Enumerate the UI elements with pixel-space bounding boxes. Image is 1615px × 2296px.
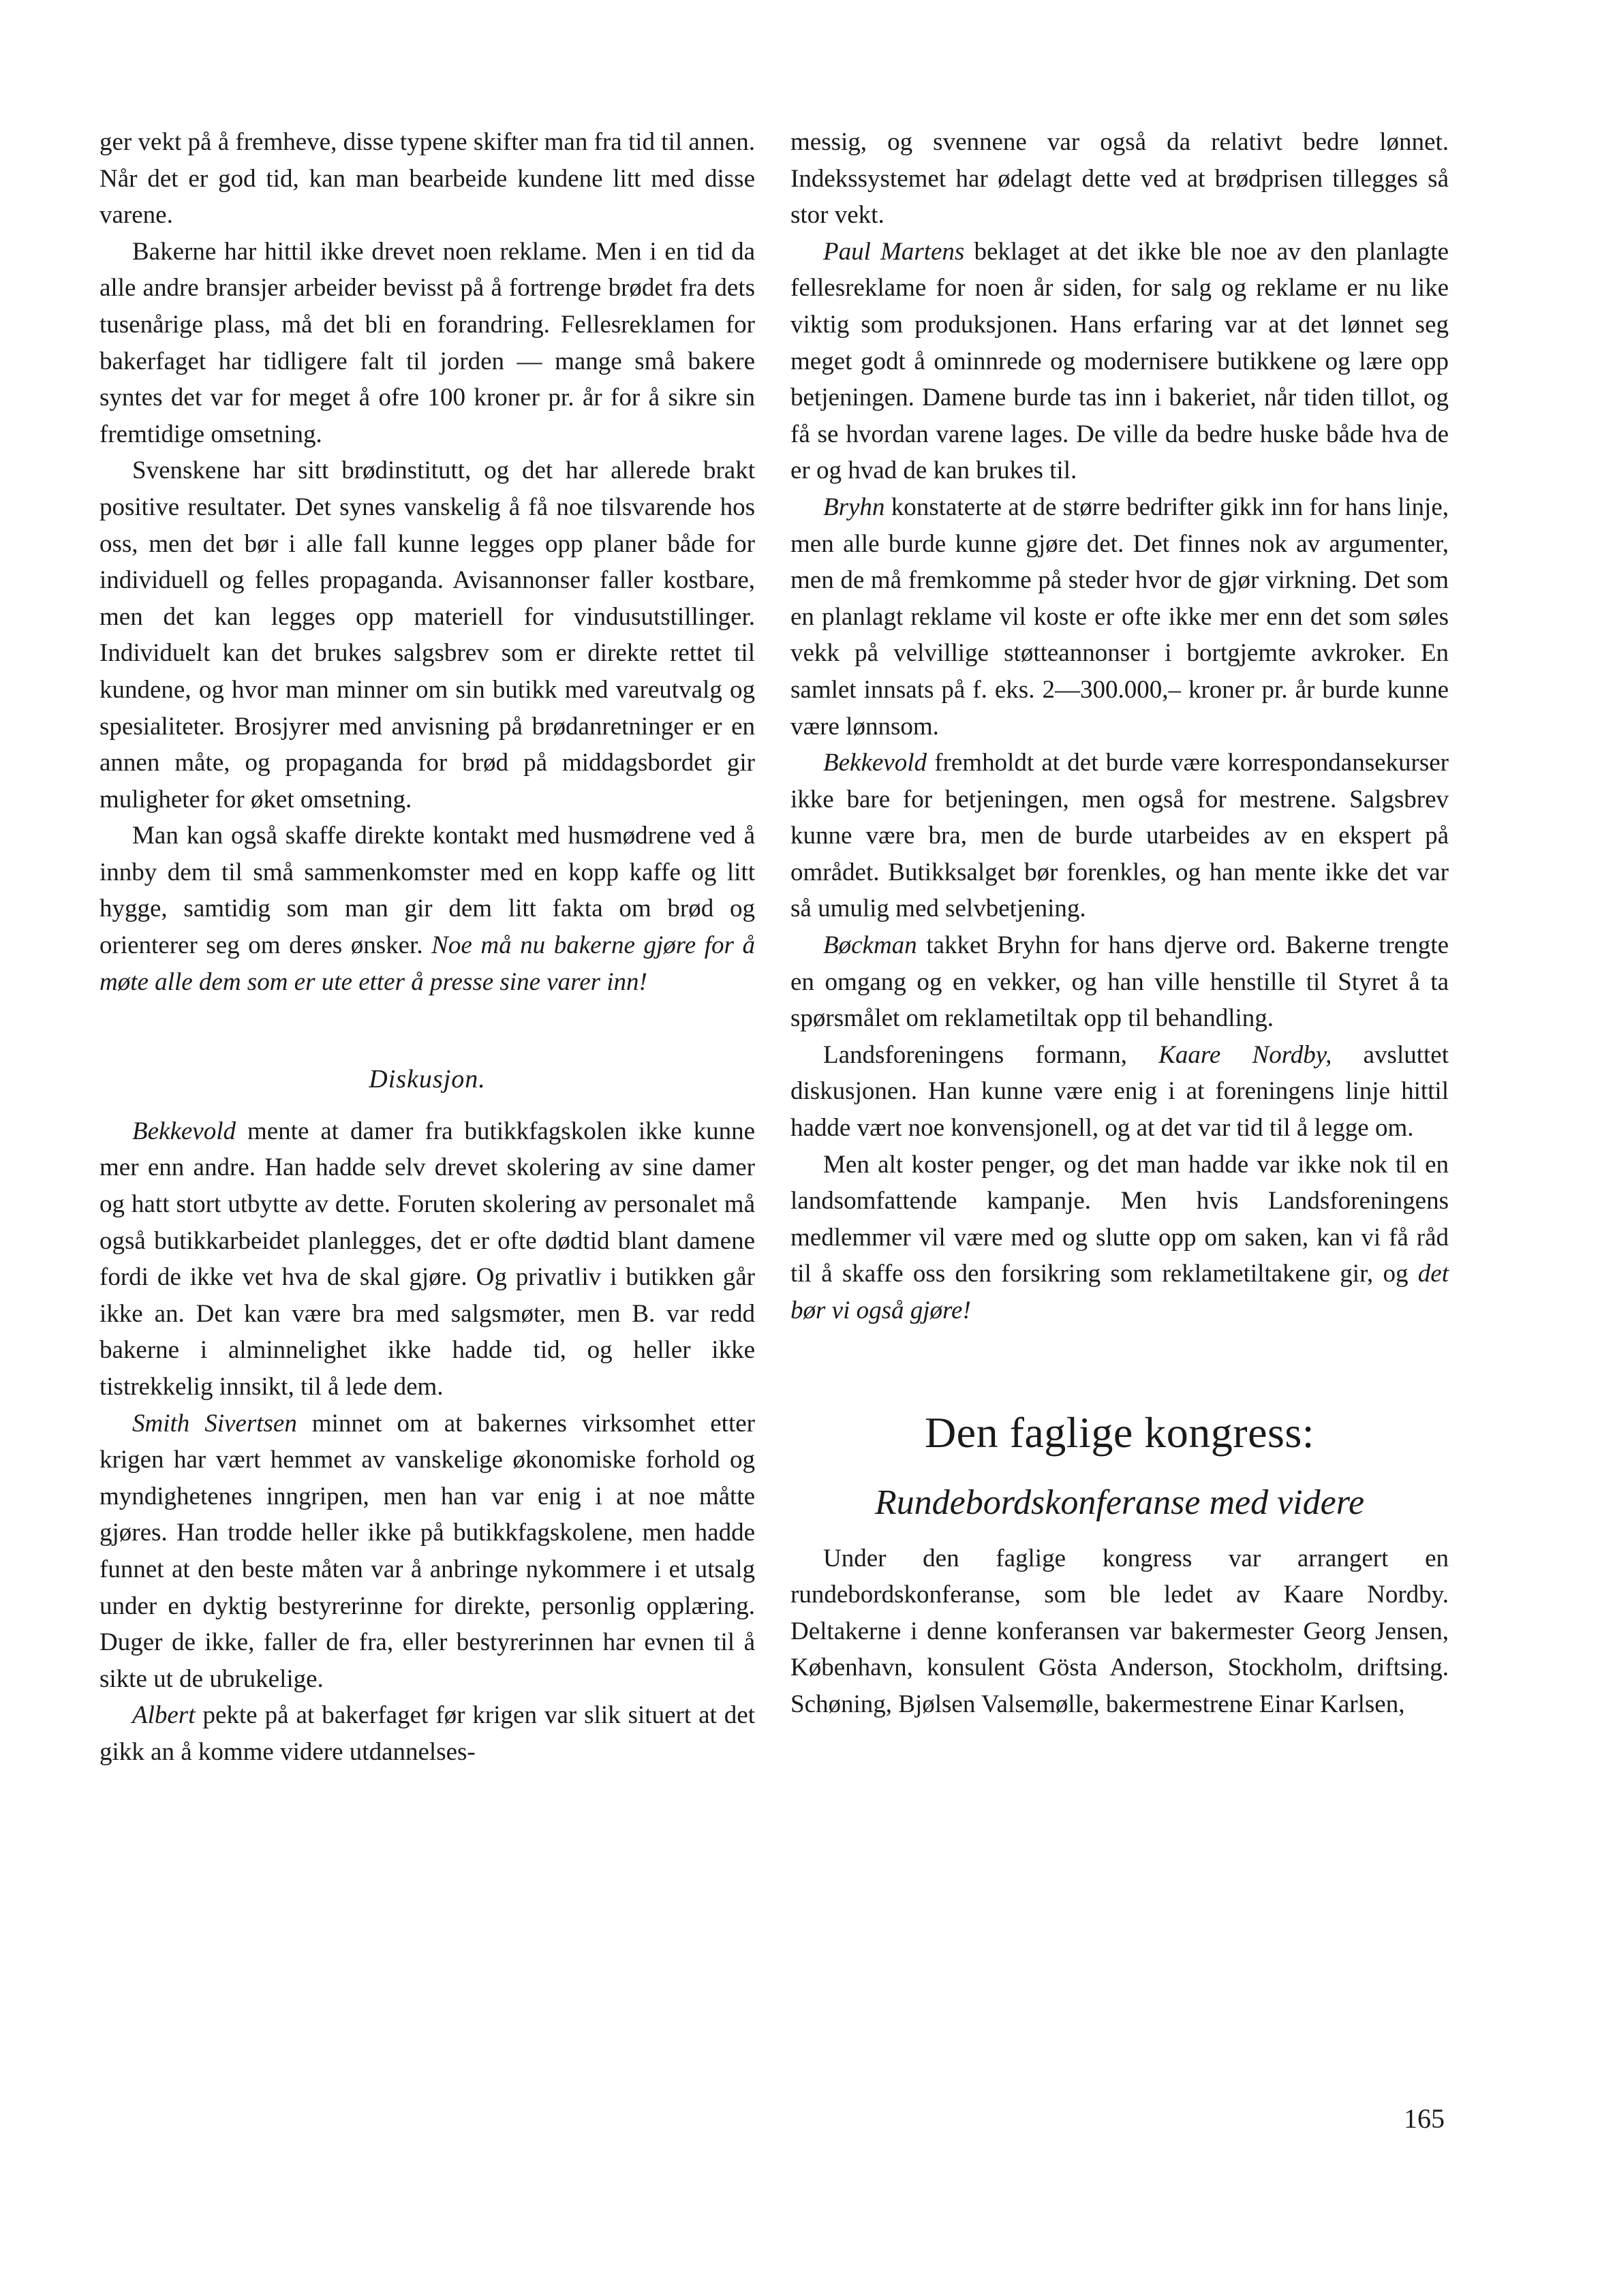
paragraph-text: mente at damer fra butikkfagskolen ikke kunne mer enn andre. Han hadde selv drevet skolering av sine damer og hatt stort utbytte av dette. Foruten skolering av personalet må også butikkarbeidet planlegges, det er ofte dødtid blant damene fordi de ikke vet hva de skal gjøre. Og privatliv i butikken går ikke an. Det kan være bra med salgsmøter, men B. var redd bakerne i alminnelighet ikke hadde tid, og heller ikke tistrekkelig innsikt, til å lede dem.	[99, 1117, 755, 1401]
paragraph: Under den faglige kongress var arrangert en rundebordskonferanse, som ble ledet av Kaare Nordby. Deltakerne i denne konferansen var bakermester Georg Jensen, København, konsulent Gösta Anderson, Stockholm, driftsing. Schøning, Bjølsen Valsemølle, bakermestrene Einar Karlsen,	[790, 1544, 1449, 1718]
left-column	[99, 124, 755, 1771]
paragraph: Svenskene har sitt brødinstitutt, og det har allerede brakt positive resultater. Det synes vanskelig å få noe tilsvarende hos oss, men det bør i alle fall kunne legges opp planer både for individuell og felles propaganda. Avisannonser faller kostbare, men det kan legges opp materiell for vindusutstillinger. Individuelt kan det brukes salgsbrev som er direkte rettet til kundene, og hvor man minner om sin butikk med vareutvalg og spesialiteter. Brosjyrer med anvisning på brødanretninger er en annen måte, og propaganda for brød på middagsbordet gir muligheter for øket omsetning.	[99, 456, 755, 813]
paragraph-text: minnet om at bakernes virksomhet etter krigen har vært hemmet av vanskelige økonomiske forhold og myndighetenes inngripen, men han var enig i at noe måtte gjøres. Han trodde heller ikke på butikkfagskolene, men hadde funnet at den beste måten var å anbringe nykommere i et utsalg under en dyktig bestyrerinne for direkte, personlig opplæring. Duger de ikke, faller de fra, eller bestyrerinnen har evnen til å sikte ut de ubrukelige.	[99, 1409, 755, 1693]
emphasis-text: det bør vi også gjøre!	[790, 1260, 1449, 1324]
paragraph: messig, og svennene var også da relativt bedre lønnet. Indekssystemet har ødelagt dette ved at brødprisen tillegges så stor vekt.	[790, 128, 1449, 230]
speaker-name: Bøckman	[823, 931, 917, 960]
paragraph	[99, 1406, 755, 1698]
emphasis-text: Noe må nu bakerne gjøre for å møte alle dem som er ute etter å presse sine varer inn!	[99, 931, 755, 996]
speaker-name: Bekkevold	[823, 749, 927, 777]
section-heading-diskusjon: Diskusjon.	[369, 1065, 486, 1094]
paragraph-text: Man kan også skaffe direkte kontakt med husmødrene ved å innby dem til små sammenkomster med en kopp kaffe og litt hygge, samtidig som man gir dem litt fakta om brød og orienterer seg om deres ønsker.	[99, 822, 755, 960]
paragraph-text: beklaget at det ikke ble noe av den planlagte fellesreklame for noen år siden, for salg og reklame er nu like viktig som produksjonen. Hans erfaring var at det lønnet seg meget godt å ominnrede og modernisere butikkene og lære opp betjeningen. Damene burde tas inn i bakeriet, når tiden tillot, og få se hvordan varene lages. De ville da bedre huske både hva de er og hvad de kan brukes til.	[790, 237, 1449, 485]
speaker-name: Kaare Nordby,	[1158, 1040, 1332, 1069]
right-column	[790, 124, 1449, 1723]
speaker-name: Smith Sivertsen	[132, 1409, 297, 1438]
paragraph	[790, 745, 1449, 927]
paragraph	[99, 818, 755, 1000]
speaker-name: Albert	[132, 1701, 196, 1730]
paragraph	[790, 1147, 1449, 1329]
paragraph-text: konstaterte at de større bedrifter gikk inn for hans linje, men alle burde kunne gjøre det. Det finnes nok av argumenter, men de må fremkomme på steder hvor de gjør virkning. Det som en planlagt reklame vil koste er ofte ikke mer enn det som søles vekk på velvillige støtteannonser i bortgjemte avkroker. En samlet innsats på f. eks. 2—300.000,– kroner pr. år burde kunne være lønnsom.	[790, 493, 1449, 741]
paragraph	[790, 234, 1449, 489]
paragraph-text: Landsforeningens formann,	[823, 1040, 1159, 1069]
paragraph	[99, 1113, 755, 1406]
paragraph	[790, 1037, 1449, 1147]
paragraph: ger vekt på å fremheve, disse typene skifter man fra tid til annen. Når det er god tid, kan man bearbeide kundene litt med disse varene.	[99, 128, 755, 230]
paragraph	[790, 489, 1449, 745]
article-title: Den faglige kongress:	[924, 1408, 1315, 1457]
paragraph-text: pekte på at bakerfaget før krigen var slik situert at det gikk an å komme videre utdannelses-	[99, 1701, 755, 1766]
speaker-name: Bekkevold	[132, 1117, 236, 1145]
paragraph: Bakerne har hittil ikke drevet noen reklame. Men i en tid da alle andre bransjer arbeider bevisst på å fortrenge brødet fra dets tusenårige plass, må det bli en forandring. Fellesreklamen for bakerfaget har tidligere falt til jorden — mange små bakere syntes det var for meget å ofre 100 kroner pr. år for å sikre sin fremtidige omsetning.	[99, 237, 755, 448]
page-number: 165	[1404, 2103, 1445, 2134]
paragraph	[790, 927, 1449, 1037]
speaker-name: Paul Martens	[823, 237, 965, 266]
paragraph-text: takket Bryhn for hans djerve ord. Bakerne trengte en omgang og en vekker, og han ville henstille til Styret å ta spørsmålet om reklametiltak opp til behandling.	[790, 931, 1449, 1033]
paragraph-text: avsluttet diskusjonen. Han kunne være enig i at foreningens linje hittil hadde vært noe konvensjonell, og at det var tid til å legge om.	[790, 1040, 1449, 1143]
paragraph	[99, 1697, 755, 1770]
paragraph-text: Men alt koster penger, og det man hadde var ikke nok til en landsomfattende kampanje. Men hvis Landsforeningens medlemmer vil være med og slutte opp om saken, kan vi få råd til å skaffe oss den forsikring som reklametiltakene gir, og	[790, 1150, 1449, 1288]
article-subtitle: Rundebordskonferanse med videre	[874, 1483, 1365, 1522]
paragraph-text: fremholdt at det burde være korrespondansekurser ikke bare for betjeningen, men også for mestrene. Salgsbrev kunne være bra, men de burde utarbeides av en ekspert på området. Butikksalget bør forenkles, og han mente ikke det var så umulig med selvbetjening.	[790, 749, 1449, 923]
speaker-name: Bryhn	[823, 493, 885, 521]
